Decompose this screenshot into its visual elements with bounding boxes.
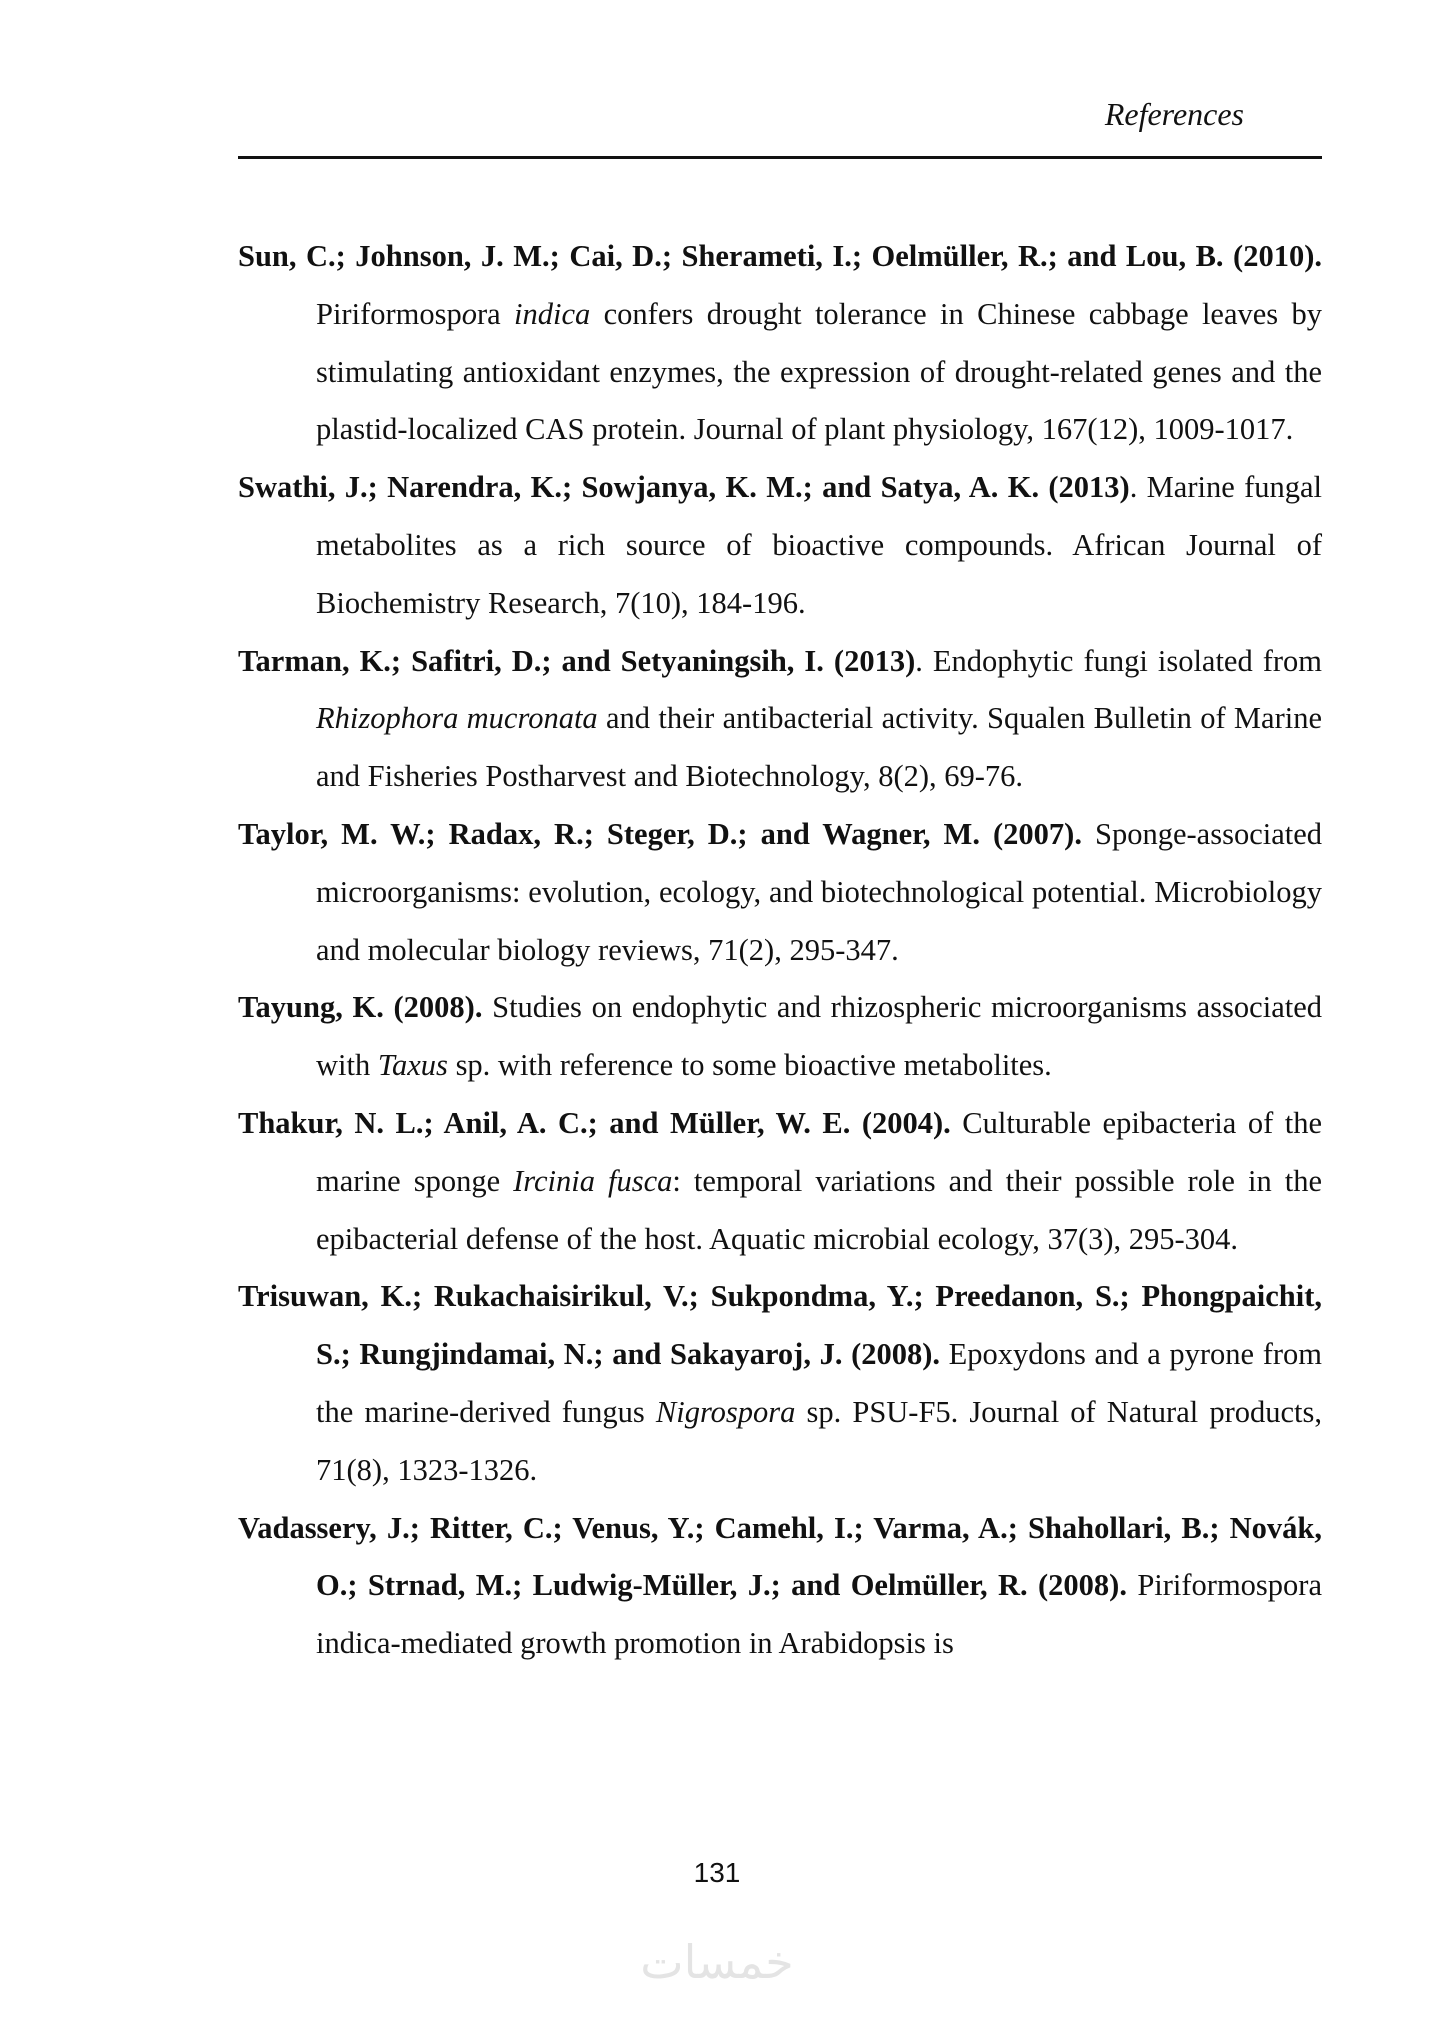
reference-text: . Marine fungal metabolites as a rich source of bioactive compounds. African Journal of Biochemistry Research, 7(10), 184-196. (316, 470, 1322, 620)
reference-text: ra (476, 296, 515, 331)
reference-text: : temporal variations and their possible role in the epibacterial defense of the host. Aquatic microbial ecology, 37(3), 295-304. (316, 1163, 1322, 1256)
reference-text: confers drought tolerance in Chinese cabbage leaves by stimulating antioxidant enzymes, the expression of drought-related genes and the plastid-localized CAS protein. Journal of plant physiology, 167(12), 1009-1017. (316, 296, 1322, 447)
watermark: خمسات (640, 1935, 794, 1989)
reference-text: and their antibacterial activity. Squalen Bulletin of Marine and Fisheries Postharvest and Biotechnology, 8(2), 69-76. (316, 701, 1322, 794)
reference-text: Studies on endophytic and rhizospheric microorganisms associated with (316, 990, 1322, 1083)
reference-text: . Endophytic fungi isolated from (915, 643, 1322, 678)
reference-text: sp. PSU-F5. Journal of Natural products, 71(8), 1323-1326. (316, 1394, 1322, 1487)
reference-text: Culturable epibacteria of the marine sponge (316, 1105, 1322, 1198)
reference-entry (238, 979, 1322, 1095)
reference-entry (238, 228, 1322, 459)
reference-authors: Thakur, N. L.; Anil, A. C.; and Müller, W. E. (2004). (238, 1105, 951, 1140)
header-rule (238, 156, 1322, 159)
reference-entry (238, 806, 1322, 979)
reference-authors: Trisuwan, K.; Rukachaisirikul, V.; Sukpondma, Y.; Preedanon, S.; Phongpaichit, S.; Rungjindamai, N.; and Sakayaroj, J. (2008). (238, 1279, 1322, 1372)
page-number: 131 (693, 1857, 741, 1888)
reference-authors: Sun, C.; Johnson, J. M.; Cai, D.; Sherameti, I.; Oelmüller, R.; and Lou, B. (2010). (238, 239, 1322, 273)
reference-text: Epoxydons and a pyrone from the marine-derived fungus (316, 1337, 1323, 1429)
reference-authors: Vadassery, J.; Ritter, C.; Venus, Y.; Camehl, I.; Varma, A.; Shahollari, B.; Novák, O.; Strnad, M.; Ludwig-Müller, J.; and Oelmüller, R. (2008). (238, 1510, 1322, 1603)
reference-species: Taxus (377, 1048, 448, 1083)
running-header: References (1104, 96, 1244, 132)
reference-entry (238, 1095, 1322, 1268)
reference-list (238, 228, 1322, 1673)
reference-text: Piriformosp (316, 296, 462, 331)
reference-entry (238, 633, 1322, 806)
reference-text: Sponge-associated microorganisms: evolution, ecology, and biotechnological potential. Microbiology and molecular biology reviews, 71(2), 295-347. (316, 816, 1322, 967)
reference-authors: Taylor, M. W.; Radax, R.; Steger, D.; and Wagner, M. (2007). (238, 816, 1082, 851)
reference-species: indica (514, 296, 591, 331)
reference-text: sp. with reference to some bioactive metabolites. (447, 1048, 1052, 1083)
reference-species: Ircinia fusca (513, 1163, 673, 1198)
reference-species: Rhizophora mucronata (316, 701, 598, 736)
reference-entry (238, 1268, 1322, 1499)
reference-entry (238, 1500, 1322, 1673)
reference-species: Nigrospora (655, 1394, 796, 1429)
reference-authors: Swathi, J.; Narendra, K.; Sowjanya, K. M.; and Satya, A. K. (2013) (238, 470, 1130, 505)
reference-text: Piriformospora indica-mediated growth promotion in Arabidopsis is (316, 1568, 1322, 1661)
reference-entry (238, 459, 1322, 632)
reference-authors: Tarman, K.; Safitri, D.; and Setyaningsih, I. (2013) (238, 643, 916, 678)
reference-italic: o (461, 296, 477, 331)
reference-authors: Tayung, K. (2008). (238, 990, 483, 1025)
